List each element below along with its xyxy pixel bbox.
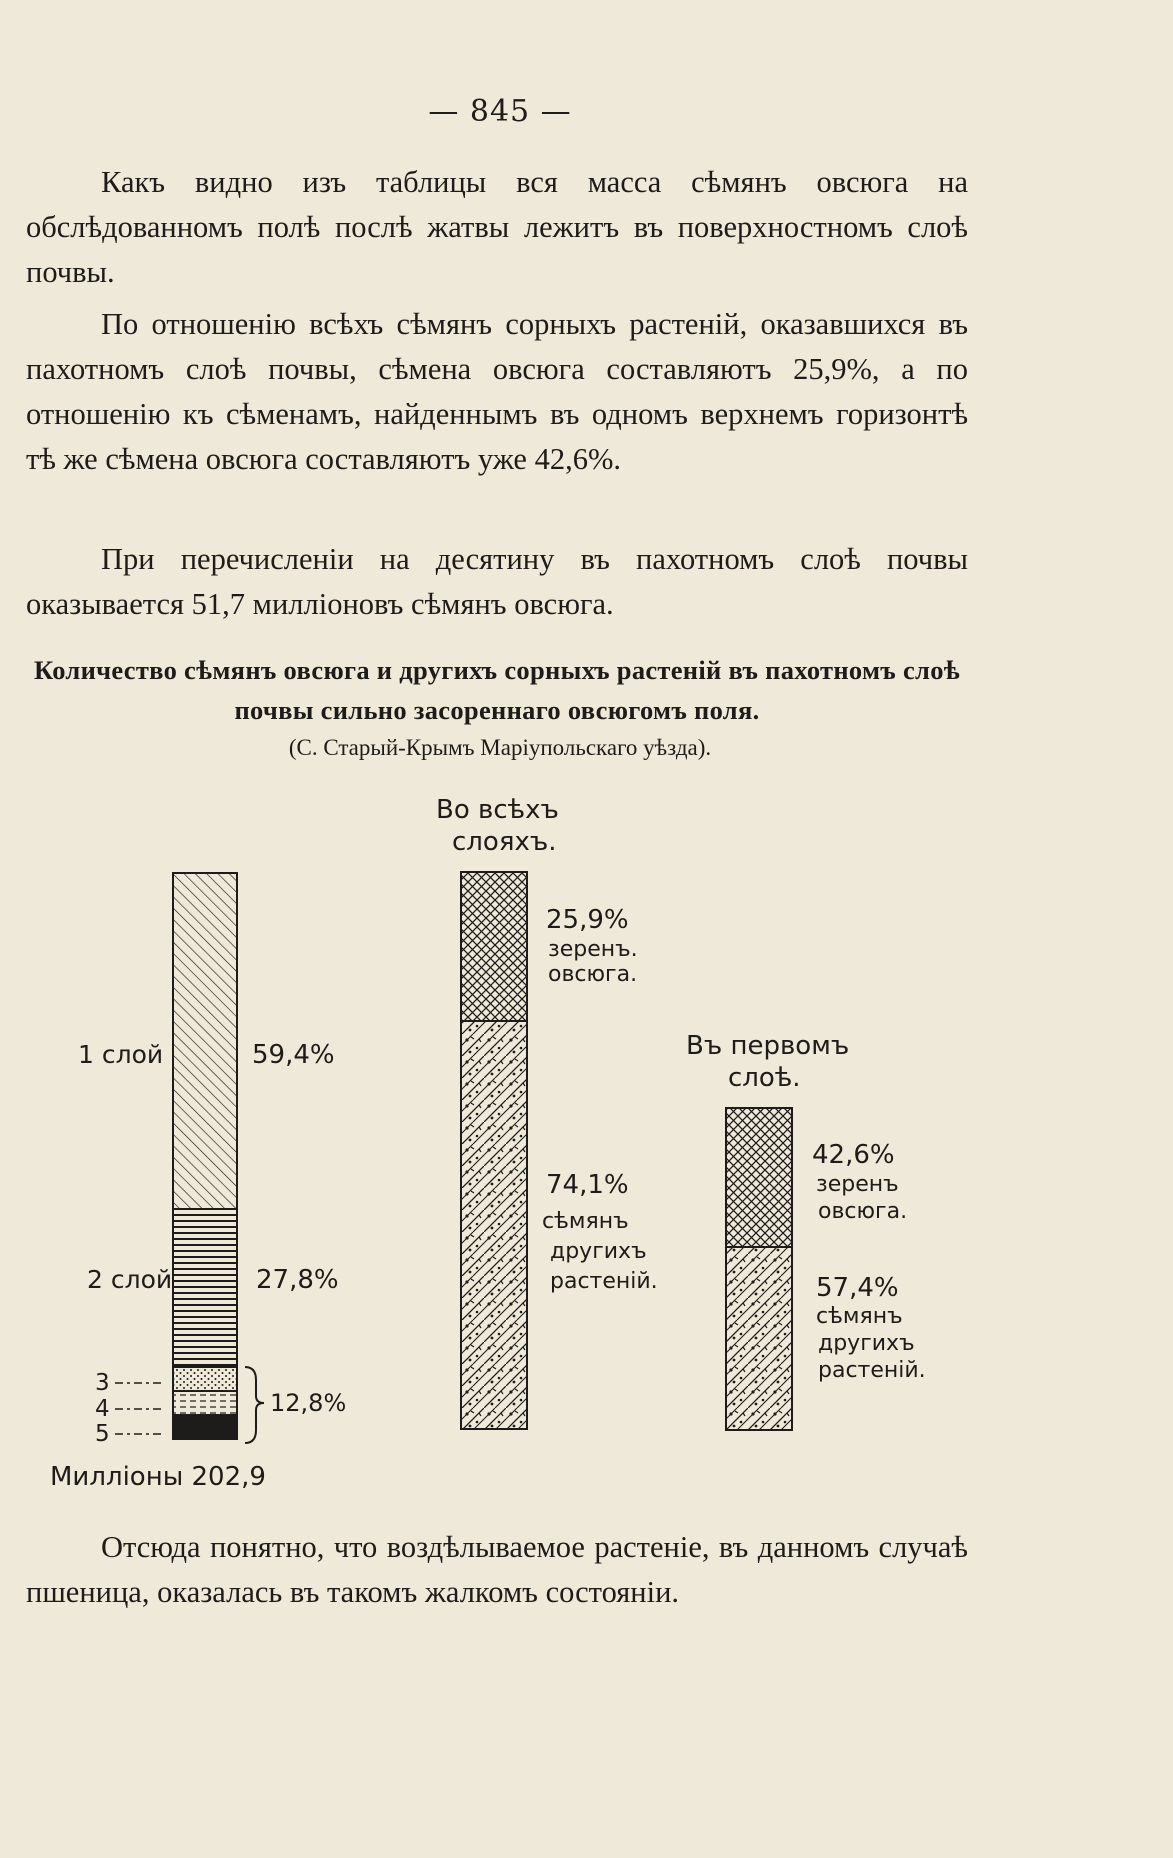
bar-layer-2 (173, 1209, 237, 1367)
label-layer-4: 4 (95, 1396, 110, 1422)
brace-layers-3-5 (245, 1367, 264, 1443)
total-label: Милліоны 202,9 (50, 1462, 266, 1492)
chart-2-title-line-2: слояхъ. (452, 827, 557, 857)
figure-subtitle: (С. Старый-Крымъ Маріупольскаго уѣзда). (288, 735, 712, 760)
chart-3-title-line-2: слоѣ. (728, 1063, 801, 1093)
bar-other-first (726, 1247, 792, 1430)
label-other-all-line-3: другихъ (550, 1239, 647, 1264)
bar-layer-3 (173, 1367, 237, 1391)
label-layer-1: 1 слой (78, 1040, 164, 1069)
label-oats-all-line-2: зеренъ. (548, 937, 638, 962)
value-layer-1: 59,4% (252, 1040, 335, 1070)
value-oats-all: 25,9% (546, 905, 629, 935)
label-other-all-line-4: растеній. (550, 1269, 658, 1294)
label-layer-2: 2 слой (87, 1265, 173, 1294)
bar-oats-first (726, 1108, 792, 1247)
bar-layer-5 (173, 1415, 237, 1439)
paragraph-1: Какъ видно изъ таблицы вся масса сѣмянъ овсюга на обслѣдованномъ полѣ послѣ жатвы лежитъ въ поверхностномъ слоѣ почвы. (26, 165, 968, 289)
bar-layer-1 (173, 873, 237, 1209)
label-oats-first-line-3: овсюга. (818, 1199, 908, 1224)
value-layer-2: 27,8% (256, 1265, 339, 1295)
label-oats-first-line-2: зеренъ (816, 1172, 899, 1197)
chart-layers (50, 873, 346, 1492)
label-other-first-line-4: растеній. (818, 1358, 926, 1383)
chart-first-layer (686, 1031, 926, 1430)
value-layers-3-5: 12,8% (270, 1389, 347, 1417)
value-other-all: 74,1% (546, 1170, 629, 1200)
paragraph-4: Отсюда понятно, что воздѣлываемое растеніе, въ данномъ случаѣ пшеница, оказалась въ такомъ жалкомъ состояніи. (26, 1530, 968, 1609)
chart-2-title-line-1: Во всѣхъ (436, 795, 559, 825)
bar-layer-4 (173, 1391, 237, 1415)
label-other-first-line-3: другихъ (818, 1331, 915, 1356)
label-other-all-line-2: сѣмянъ (542, 1209, 629, 1234)
value-other-first: 57,4% (816, 1273, 899, 1303)
bar-oats-all (461, 872, 527, 1021)
chart-3-title-line-1: Въ первомъ (686, 1031, 850, 1061)
paragraph-2: По отношенію всѣхъ сѣмянъ сорныхъ растеній, оказавшихся въ пахотномъ слоѣ почвы, сѣмена овсюга составляютъ 25,9%, а по отношенію къ сѣменамъ, найденнымъ въ одномъ верхнемъ горизонтѣ тѣ же сѣмена овсюга составляютъ уже 42,6%. (26, 307, 968, 476)
label-other-first-line-2: сѣмянъ (816, 1304, 903, 1329)
figure-title: Количество сѣмянъ овсюга и другихъ сорныхъ растеній въ пахотномъ слоѣ почвы сильно засореннаго овсюгомъ поля. (34, 655, 960, 725)
label-layer-5: 5 (95, 1421, 110, 1447)
value-oats-first: 42,6% (812, 1140, 895, 1170)
page-number: — 845 — (428, 94, 572, 129)
label-layer-3: 3 (95, 1370, 110, 1396)
chart-all-layers (436, 795, 658, 1429)
label-oats-all-line-3: овсюга. (548, 962, 638, 987)
paragraph-3: При перечисленіи на десятину въ пахотномъ слоѣ почвы оказывается 51,7 милліоновъ сѣмянъ овсюга. (26, 542, 968, 621)
bar-other-all (461, 1021, 527, 1429)
